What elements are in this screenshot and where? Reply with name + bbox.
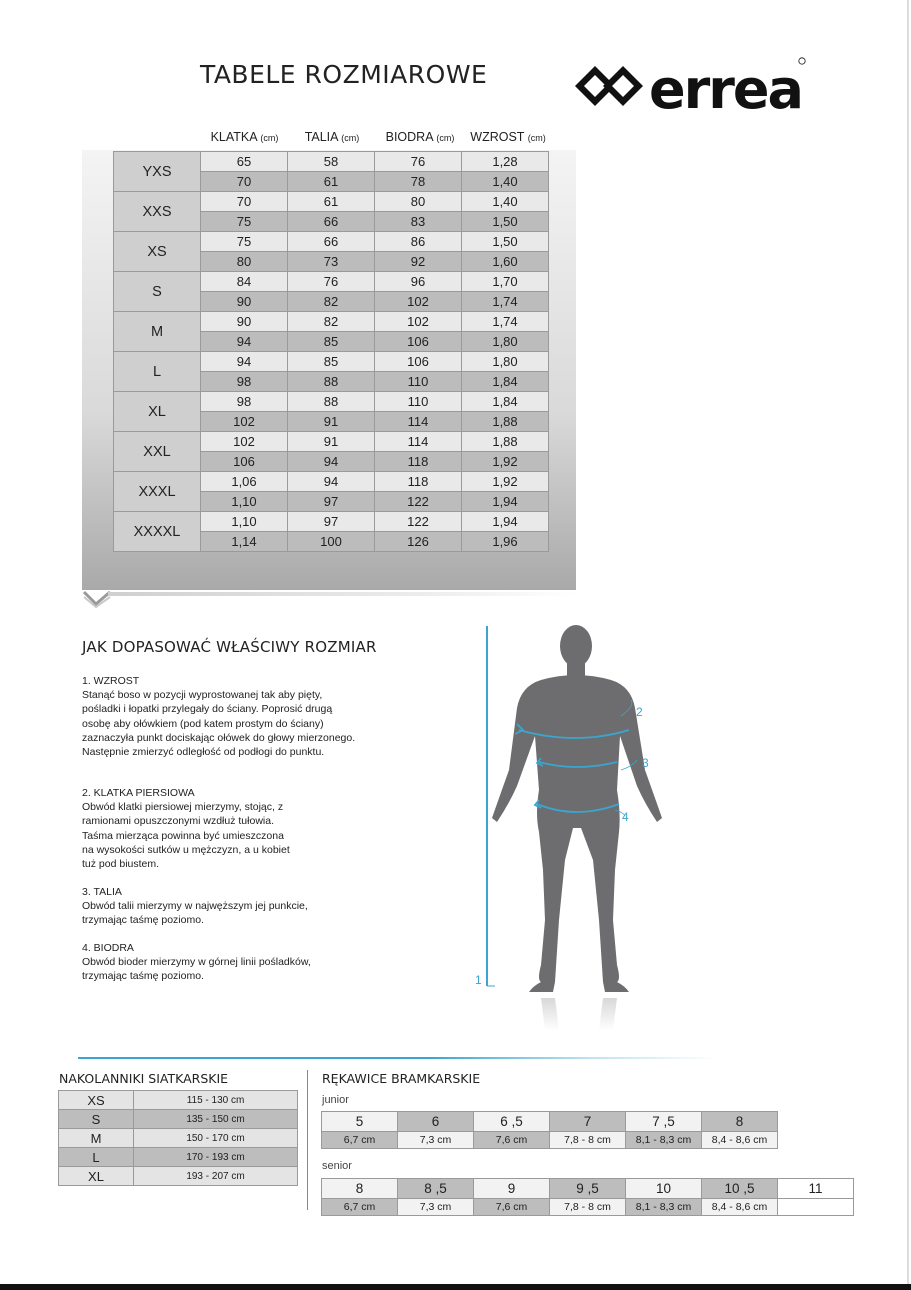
size-cell: 58: [288, 152, 375, 172]
size-cell: 76: [288, 272, 375, 292]
step-title: 2. KLATKA PIERSIOWA: [82, 787, 195, 799]
size-row: [114, 272, 549, 292]
size-cell: 91: [288, 432, 375, 452]
size-cell: 1,70: [462, 272, 549, 292]
size-cell: 1,40: [462, 192, 549, 212]
size-cell: 66: [288, 212, 375, 232]
glove-cm: 7,8 - 8 cm: [550, 1199, 626, 1216]
size-cell: 1,84: [462, 392, 549, 412]
senior-label: senior: [322, 1160, 352, 1172]
size-cell: 88: [288, 392, 375, 412]
size-cell: 118: [375, 472, 462, 492]
body-measurement-figure: [455, 620, 695, 1040]
size-cell: 100: [288, 532, 375, 552]
kneepads-title: NAKOLANNIKI SIATKARSKIE: [59, 1071, 229, 1086]
glove-cm: 8,4 - 8,6 cm: [702, 1132, 778, 1149]
size-cell: 66: [288, 232, 375, 252]
size-cell: 92: [375, 252, 462, 272]
step-waist: [82, 885, 412, 928]
size-table: [113, 151, 549, 552]
size-row: [114, 392, 549, 412]
glove-size: 7: [550, 1112, 626, 1132]
glove-cm: 8,1 - 8,3 cm: [626, 1132, 702, 1149]
size-cell: 1,74: [462, 312, 549, 332]
size-cell: 86: [375, 232, 462, 252]
size-cell: 122: [375, 512, 462, 532]
size-cell: 85: [288, 332, 375, 352]
step-title: 3. TALIA: [82, 886, 122, 898]
kneepad-row: [59, 1091, 298, 1110]
size-cell: 114: [375, 432, 462, 452]
glove-size: 8: [702, 1112, 778, 1132]
errea-wordmark: errea: [649, 58, 802, 116]
kneepad-size: S: [59, 1110, 134, 1129]
gloves-junior-table: [321, 1111, 778, 1149]
size-cell: 90: [201, 312, 288, 332]
kneepad-size: M: [59, 1129, 134, 1148]
step-hips: [82, 941, 412, 984]
glove-size: 6: [398, 1112, 474, 1132]
errea-diamond-icon: [575, 66, 643, 106]
step-title: 1. WZROST: [82, 675, 140, 687]
step-body: Obwód klatki piersiowej mierzymy, stojąc, z ramionami opuszczonymi wzdłuż tułowia. Taśma mierząca powinna być umieszczona na wysokości sutków u mężczyzn, a u kobiet tuż pod biustem.: [82, 801, 290, 871]
size-cell: 61: [288, 192, 375, 212]
size-cell: 1,14: [201, 532, 288, 552]
size-cell: 1,60: [462, 252, 549, 272]
vertical-divider: [307, 1070, 308, 1210]
glove-size: 8 ,5: [398, 1179, 474, 1199]
size-cell: 94: [288, 472, 375, 492]
kneepad-row: [59, 1148, 298, 1167]
glove-size: 5: [322, 1112, 398, 1132]
size-cell: 102: [201, 432, 288, 452]
glove-cm-row: [322, 1132, 778, 1149]
size-cell: 1,50: [462, 232, 549, 252]
size-cell: 1,06: [201, 472, 288, 492]
kneepad-size: L: [59, 1148, 134, 1167]
kneepad-range: 135 - 150 cm: [134, 1110, 298, 1129]
kneepad-range: 193 - 207 cm: [134, 1167, 298, 1186]
size-cell: 83: [375, 212, 462, 232]
size-cell: 1,88: [462, 432, 549, 452]
size-cell: 1,28: [462, 152, 549, 172]
kneepads-table: [58, 1090, 298, 1186]
size-cell: 96: [375, 272, 462, 292]
glove-cm: 7,3 cm: [398, 1132, 474, 1149]
glove-cm: [778, 1199, 854, 1216]
size-cell: 84: [201, 272, 288, 292]
size-cell: 85: [288, 352, 375, 372]
errea-logo: [573, 56, 808, 116]
size-cell: 102: [375, 312, 462, 332]
size-row: [114, 232, 549, 252]
size-row: [114, 512, 549, 532]
size-cell: 102: [375, 292, 462, 312]
column-header-biodra: BIODRA (cm): [385, 130, 455, 144]
size-label: XL: [114, 392, 201, 432]
human-silhouette: [492, 625, 662, 992]
size-cell: 1,80: [462, 332, 549, 352]
step-body: Obwód bioder mierzymy w górnej linii pośladków, trzymając taśmę poziomo.: [82, 956, 311, 983]
size-label: YXS: [114, 152, 201, 192]
size-cell: 1,92: [462, 472, 549, 492]
size-cell: 102: [201, 412, 288, 432]
step-body: Stanąć boso w pozycji wyprostowanej tak aby pięty, pośladki i łopatki przylegały do ściany. Poprosić drugą osobę aby ołówkiem (pod katem prostym do ściany) zaznaczyła punkt dociskając ołówek do głowy mierzonego. Następnie zmierzyć odległość od podłogi do punktu.: [82, 689, 356, 759]
glove-cm-row: [322, 1199, 854, 1216]
size-cell: 80: [201, 252, 288, 272]
page-edge: [907, 0, 909, 1290]
kneepad-row: [59, 1110, 298, 1129]
step-title: 4. BIODRA: [82, 942, 134, 954]
size-cell: 75: [201, 232, 288, 252]
size-label: L: [114, 352, 201, 392]
size-cell: 106: [375, 332, 462, 352]
size-label: XS: [114, 232, 201, 272]
glove-size: 6 ,5: [474, 1112, 550, 1132]
size-cell: 1,50: [462, 212, 549, 232]
size-cell: 106: [201, 452, 288, 472]
size-cell: 98: [201, 392, 288, 412]
size-label: S: [114, 272, 201, 312]
size-cell: 91: [288, 412, 375, 432]
size-cell: 75: [201, 212, 288, 232]
size-label: M: [114, 312, 201, 352]
size-cell: 118: [375, 452, 462, 472]
step-chest: [82, 786, 412, 871]
size-label: XXXL: [114, 472, 201, 512]
size-row: [114, 432, 549, 452]
glove-cm: 7,3 cm: [398, 1199, 474, 1216]
size-row: [114, 352, 549, 372]
size-row: [114, 312, 549, 332]
glove-size-row: [322, 1179, 854, 1199]
column-header-wzrost: WZROST (cm): [470, 130, 546, 144]
size-cell: 1,74: [462, 292, 549, 312]
glove-cm: 8,1 - 8,3 cm: [626, 1199, 702, 1216]
kneepad-range: 150 - 170 cm: [134, 1129, 298, 1148]
size-label: XXS: [114, 192, 201, 232]
size-cell: 94: [201, 352, 288, 372]
size-cell: 1,92: [462, 452, 549, 472]
label-3: 3: [642, 756, 649, 770]
kneepad-size: XS: [59, 1091, 134, 1110]
column-header-klatka: KLATKA (cm): [210, 130, 279, 144]
page-title: TABELE ROZMIAROWE: [200, 60, 488, 89]
size-cell: 90: [201, 292, 288, 312]
size-cell: 1,96: [462, 532, 549, 552]
glove-size: 10 ,5: [702, 1179, 778, 1199]
size-cell: 126: [375, 532, 462, 552]
kneepad-row: [59, 1129, 298, 1148]
size-cell: 94: [201, 332, 288, 352]
size-label: XXL: [114, 432, 201, 472]
glove-size: 11: [778, 1179, 854, 1199]
size-cell: 106: [375, 352, 462, 372]
glove-cm: 6,7 cm: [322, 1132, 398, 1149]
reflection: [541, 998, 617, 1030]
size-row: [114, 192, 549, 212]
kneepad-size: XL: [59, 1167, 134, 1186]
size-cell: 1,40: [462, 172, 549, 192]
step-body: Obwód talii mierzymy w najwęższym jej punkcie, trzymając taśmę poziomo.: [82, 900, 308, 927]
size-cell: 80: [375, 192, 462, 212]
size-cell: 110: [375, 372, 462, 392]
kneepad-range: 170 - 193 cm: [134, 1148, 298, 1167]
size-cell: 82: [288, 312, 375, 332]
howto-title: JAK DOPASOWAĆ WŁAŚCIWY ROZMIAR: [82, 638, 377, 656]
size-cell: 70: [201, 192, 288, 212]
glove-size-row: [322, 1112, 778, 1132]
size-cell: 98: [201, 372, 288, 392]
size-cell: 122: [375, 492, 462, 512]
glove-size: 7 ,5: [626, 1112, 702, 1132]
size-cell: 88: [288, 372, 375, 392]
size-cell: 110: [375, 392, 462, 412]
glove-size: 10: [626, 1179, 702, 1199]
divider: [108, 592, 576, 596]
page-bottom-bar: [0, 1284, 911, 1290]
size-cell: 1,94: [462, 492, 549, 512]
gloves-title: RĘKAWICE BRAMKARSKIE: [322, 1071, 481, 1086]
size-cell: 1,84: [462, 372, 549, 392]
label-2: 2: [636, 705, 643, 719]
glove-cm: 6,7 cm: [322, 1199, 398, 1216]
size-label: XXXXL: [114, 512, 201, 552]
size-cell: 1,88: [462, 412, 549, 432]
label-1: 1: [475, 973, 482, 987]
size-cell: 97: [288, 512, 375, 532]
label-4: 4: [622, 810, 629, 824]
size-cell: 1,10: [201, 512, 288, 532]
column-header-talia: TALIA (cm): [304, 130, 360, 144]
size-cell: 73: [288, 252, 375, 272]
step-height: [82, 674, 412, 759]
kneepad-row: [59, 1167, 298, 1186]
size-cell: 114: [375, 412, 462, 432]
size-cell: 65: [201, 152, 288, 172]
glove-cm: 7,8 - 8 cm: [550, 1132, 626, 1149]
size-cell: 1,10: [201, 492, 288, 512]
size-cell: 1,94: [462, 512, 549, 532]
size-row: [114, 472, 549, 492]
glove-size: 9: [474, 1179, 550, 1199]
glove-cm: 8,4 - 8,6 cm: [702, 1199, 778, 1216]
section-divider: [78, 1057, 718, 1059]
size-cell: 97: [288, 492, 375, 512]
size-cell: 61: [288, 172, 375, 192]
glove-size: 8: [322, 1179, 398, 1199]
size-cell: 1,80: [462, 352, 549, 372]
glove-cm: 7,6 cm: [474, 1199, 550, 1216]
glove-size: 9 ,5: [550, 1179, 626, 1199]
size-cell: 82: [288, 292, 375, 312]
size-cell: 94: [288, 452, 375, 472]
junior-label: junior: [322, 1094, 349, 1106]
size-cell: 78: [375, 172, 462, 192]
glove-cm: 7,6 cm: [474, 1132, 550, 1149]
kneepad-range: 115 - 130 cm: [134, 1091, 298, 1110]
size-cell: 76: [375, 152, 462, 172]
size-row: [114, 152, 549, 172]
gloves-senior-table: [321, 1178, 854, 1216]
size-cell: 70: [201, 172, 288, 192]
